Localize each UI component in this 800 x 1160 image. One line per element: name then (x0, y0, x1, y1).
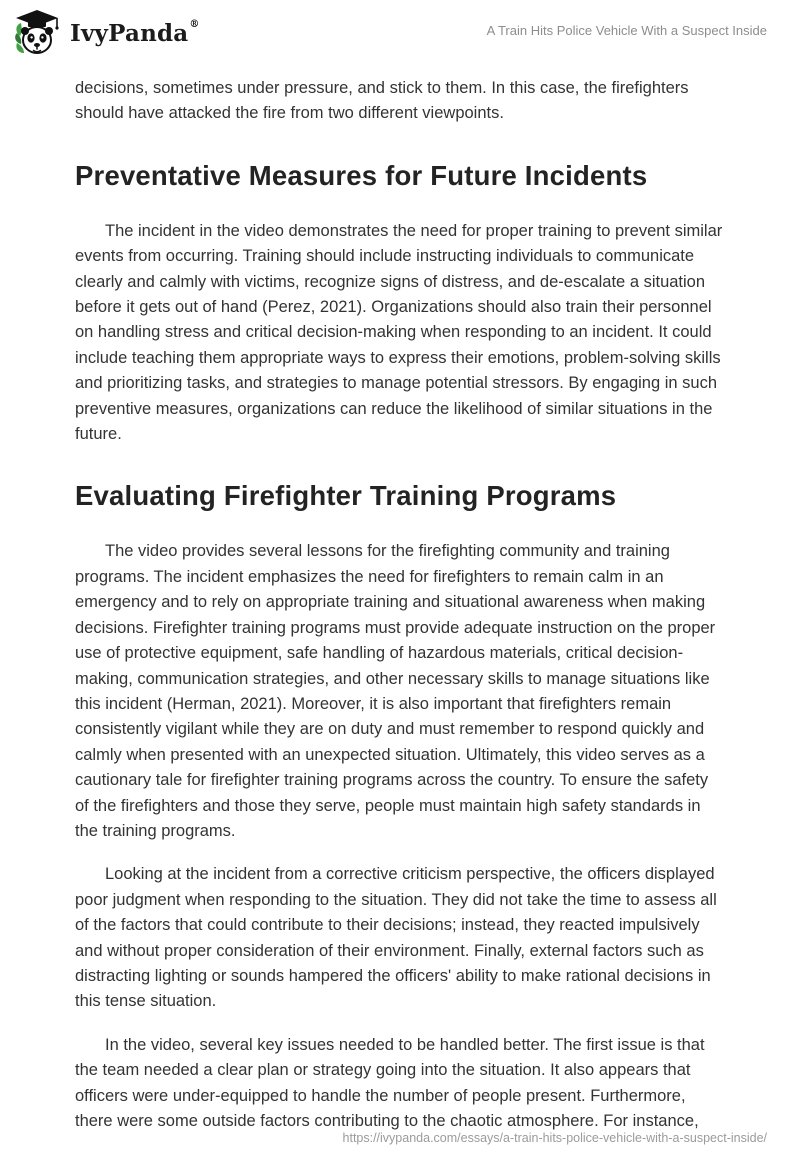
essay-content (0, 76, 800, 1134)
paragraph: Looking at the incident from a corrective criticism perspective, the officers displayed poor judgment when responding to the situation. They did not take the time to assess all of the factors that could contribute to their decisions; instead, they reacted impulsively and without proper consideration of their environment. Finally, external factors such as distracting lighting or sounds hampered the officers' ability to make rational decisions in this tense situation. (75, 865, 717, 1011)
paragraph-continuation: decisions, sometimes under pressure, and stick to them. In this case, the firefighters should have attacked the fire from two different viewpoints. (75, 79, 689, 123)
ivypanda-logo-icon (13, 9, 61, 57)
section-heading-evaluating-training: Evaluating Firefighter Training Programs (75, 480, 617, 512)
brand-wordmark: IvyPanda (70, 19, 189, 47)
paragraph: The incident in the video demonstrates the need for proper training to prevent similar events from occurring. Training should include instructing individuals to communicate clearly and calmly with victims, recognize signs of distress, and de-escalate a situation before it gets out of hand (Perez, 2021). Organizations should also train their personnel on handling stress and critical decision-making when responding to an incident. It could include teaching them appropriate ways to express their emotions, problem-solving skills and prioritizing tasks, and strategies to manage potential stressors. By engaging in such preventive measures, organizations can reduce the likelihood of similar situations in the future. (75, 221, 723, 444)
page-header (0, 0, 800, 60)
source-url[interactable]: https://ivypanda.com/essays/a-train-hits-police-vehicle-with-a-suspect-inside/ (342, 1131, 767, 1145)
registered-mark: ® (189, 19, 200, 31)
document-title: A Train Hits Police Vehicle With a Suspect Inside (486, 23, 767, 38)
paragraph: In the video, several key issues needed to be handled better. The first issue is that the team needed a clear plan or strategy going into the situation. It also appears that officers were under-equipped to handle the number of people present. Furthermore, there were some outside factors contributing to the chaotic atmosphere. For instance, (75, 1035, 705, 1130)
page-footer (343, 1129, 767, 1147)
paragraph: The video provides several lessons for the firefighting community and training programs. The incident emphasizes the need for firefighters to remain calm in an emergency and to rely on appropriate training and situational awareness when making decisions. Firefighter training programs must provide adequate instruction on the proper use of protective equipment, safe handling of hazardous materials, critical decision-making, communication strategies, and other necessary skills to manage situations like this incident (Herman, 2021). Moreover, it is also important that firefighters remain consistently vigilant while they are on duty and must remember to respond quickly and calmly when presented with an unexpected situation. Ultimately, this video serves as a cautionary tale for firefighter training programs across the country. To ensure the safety of the firefighters and those they serve, people must maintain high safety standards in the training programs. (75, 542, 716, 840)
brand (13, 9, 199, 57)
section-heading-preventative-measures: Preventative Measures for Future Incidents (75, 159, 648, 191)
brand-name (70, 20, 199, 47)
